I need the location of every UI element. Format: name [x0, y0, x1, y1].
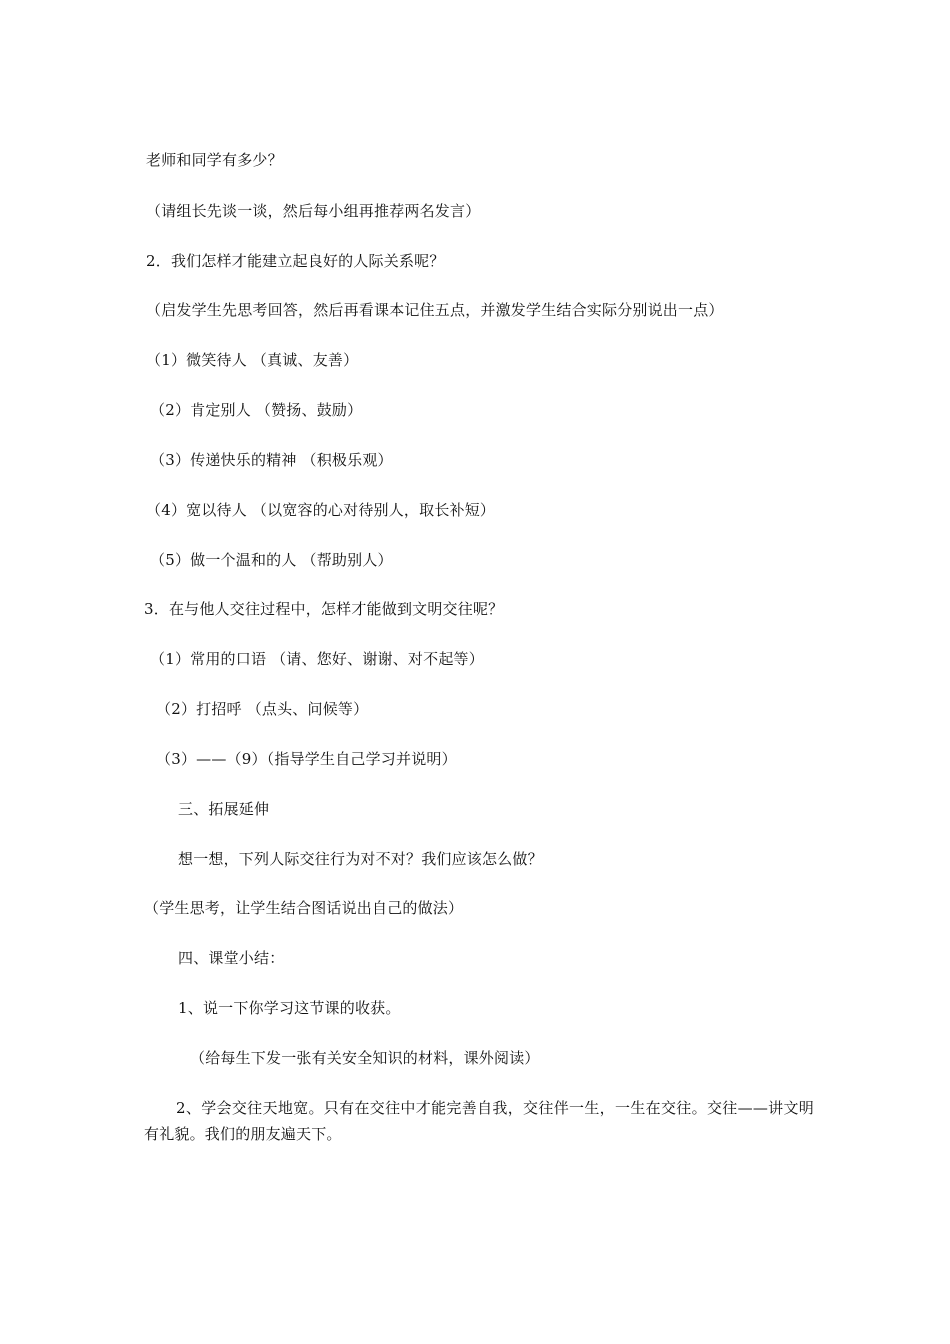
text-line-item-4-tolerance: （4）宽以待人 （以宽容的心对待别人，取长补短）: [146, 501, 496, 519]
text-line-student-thinking: （学生思考，让学生结合图话说出自己的做法）: [144, 899, 464, 917]
section-heading-summary: 四、课堂小结：: [178, 949, 285, 967]
text-line-think-prompt: 想一想，下列人际交往行为对不对？我们应该怎么做？: [178, 850, 543, 868]
text-line-summary-1: 1、说一下你学习这节课的收获。: [178, 999, 401, 1017]
text-line-group-leader-note: （请组长先谈一谈，然后每小组再推荐两名发言）: [146, 202, 481, 220]
text-line-manners-2: （2）打招呼 （点头、问候等）: [156, 700, 369, 718]
text-line-item-2-affirm: （2）肯定别人 （赞扬、鼓励）: [150, 401, 363, 419]
text-line-safety-material: （给每生下发一张有关安全知识的材料，课外阅读）: [190, 1049, 540, 1067]
text-line-inspire-note: （启发学生先思考回答，然后再看课本记住五点，并激发学生结合实际分别说出一点）: [146, 301, 724, 319]
text-line-item-3-joy: （3）传递快乐的精神 （积极乐观）: [150, 451, 393, 469]
text-line-manners-1: （1）常用的口语 （请、您好、谢谢、对不起等）: [150, 650, 484, 668]
text-line-manners-3-9: （3）——（9）（指导学生自己学习并说明）: [156, 750, 457, 768]
section-heading-extension: 三、拓展延伸: [178, 800, 270, 818]
text-line-item-1-smile: （1）微笑待人 （真诚、友善）: [146, 351, 359, 369]
text-line-question-2: 2．我们怎样才能建立起良好的人际关系呢？: [146, 252, 445, 270]
text-line-item-5-gentle: （5）做一个温和的人 （帮助别人）: [150, 551, 393, 569]
text-line-question-continued: 老师和同学有多少？: [146, 151, 283, 169]
closing-paragraph: 2、学会交往天地宽。只有在交往中才能完善自我，交往伴一生，一生在交往。交往——讲文明有礼貌。我们的朋友遍天下。: [144, 1099, 814, 1143]
text-line-question-3: 3．在与他人交往过程中，怎样才能做到文明交往呢？: [144, 600, 504, 618]
